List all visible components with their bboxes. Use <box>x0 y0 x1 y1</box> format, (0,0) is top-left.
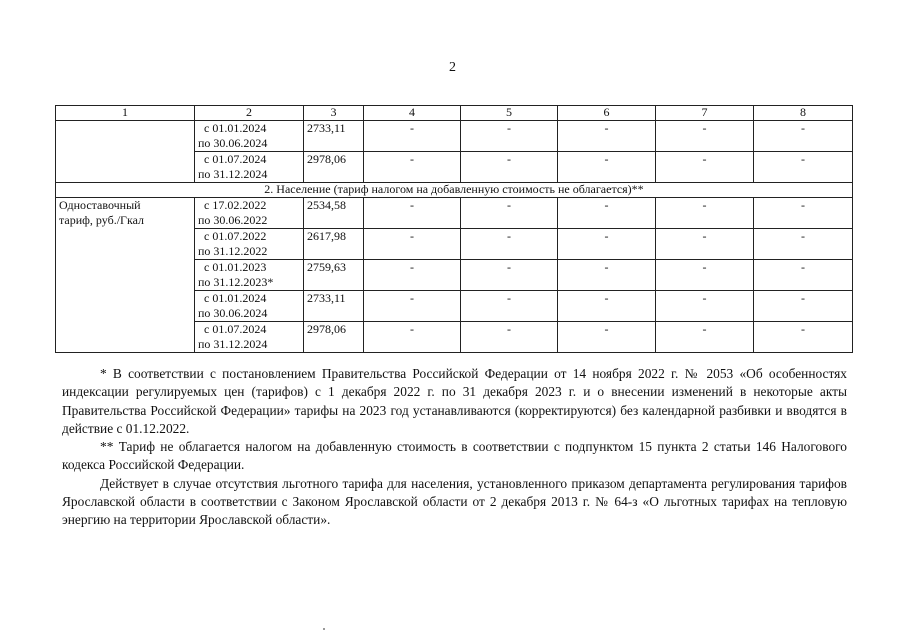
period-to: по 31.12.2024 <box>198 337 268 351</box>
tariff-table <box>55 105 853 353</box>
table-body <box>56 106 853 353</box>
dash-cell: - <box>461 152 558 183</box>
column-number: 4 <box>364 106 461 121</box>
column-number: 7 <box>656 106 754 121</box>
dash-cell: - <box>364 198 461 229</box>
period-cell <box>195 260 304 291</box>
empty-label-cell <box>56 121 195 183</box>
dash-cell: - <box>364 229 461 260</box>
dash-cell: - <box>461 121 558 152</box>
dash-cell: - <box>461 260 558 291</box>
scan-artifact <box>323 628 325 630</box>
period-cell <box>195 121 304 152</box>
period-from: с 01.07.2022 <box>204 229 267 243</box>
tariff-value: 2978,06 <box>304 152 364 183</box>
dash-cell: - <box>754 198 853 229</box>
dash-cell: - <box>754 322 853 353</box>
dash-cell: - <box>558 198 656 229</box>
tariff-value: 2617,98 <box>304 229 364 260</box>
tariff-label-cell <box>56 198 195 353</box>
footnote-double-star: ** Тариф не облагается налогом на добавленную стоимость в соответствии с подпунктом 15 пункта 2 статьи 146 Налогового кодекса Российской Федерации. <box>62 439 847 473</box>
period-from: с 01.07.2024 <box>204 152 267 166</box>
period-to: по 30.06.2024 <box>198 306 268 320</box>
period-to: по 31.12.2024 <box>198 167 268 181</box>
dash-cell: - <box>754 121 853 152</box>
period-cell <box>195 152 304 183</box>
column-number: 5 <box>461 106 558 121</box>
period-from: с 01.07.2024 <box>204 322 267 336</box>
dash-cell: - <box>558 229 656 260</box>
dash-cell: - <box>364 152 461 183</box>
dash-cell: - <box>656 198 754 229</box>
dash-cell: - <box>364 322 461 353</box>
column-number: 6 <box>558 106 656 121</box>
tariff-value: 2733,11 <box>304 121 364 152</box>
dash-cell: - <box>461 229 558 260</box>
dash-cell: - <box>364 121 461 152</box>
section-row <box>56 183 853 198</box>
dash-cell: - <box>558 322 656 353</box>
dash-cell: - <box>364 291 461 322</box>
footnotes <box>62 365 847 530</box>
tariff-value: 2759,63 <box>304 260 364 291</box>
applicability-note: Действует в случае отсутствия льготного тарифа для населения, установленного приказом департамента регулирования тарифов Ярославской области в соответствии с Законом Ярославской области от 2 декабря 2013 г. № 64-з «О льготных тарифах на тепловую энергию на территории Ярославской области». <box>62 475 847 528</box>
column-number: 1 <box>56 106 195 121</box>
period-cell <box>195 198 304 229</box>
dash-cell: - <box>461 322 558 353</box>
tariff-value: 2534,58 <box>304 198 364 229</box>
tariff-label-line: Одноставочный <box>59 198 141 212</box>
dash-cell: - <box>754 152 853 183</box>
dash-cell: - <box>558 291 656 322</box>
column-number: 8 <box>754 106 853 121</box>
dash-cell: - <box>656 260 754 291</box>
dash-cell: - <box>656 229 754 260</box>
period-from: с 01.01.2024 <box>204 121 267 135</box>
period-to: по 31.12.2022 <box>198 244 268 258</box>
dash-cell: - <box>754 260 853 291</box>
tariff-value: 2733,11 <box>304 291 364 322</box>
dash-cell: - <box>754 291 853 322</box>
table-row <box>56 198 853 229</box>
dash-cell: - <box>656 322 754 353</box>
period-to: по 31.12.2023* <box>198 275 274 289</box>
dash-cell: - <box>558 260 656 291</box>
tariff-label-line: тариф, руб./Гкал <box>59 213 145 227</box>
section-title: 2. Население (тариф налогом на добавленную стоимость не облагается)** <box>56 183 853 198</box>
dash-cell: - <box>656 121 754 152</box>
dash-cell: - <box>461 198 558 229</box>
period-to: по 30.06.2022 <box>198 213 268 227</box>
period-from: с 17.02.2022 <box>204 198 267 212</box>
period-to: по 30.06.2024 <box>198 136 268 150</box>
period-cell <box>195 291 304 322</box>
dash-cell: - <box>364 260 461 291</box>
dash-cell: - <box>461 291 558 322</box>
period-from: с 01.01.2024 <box>204 291 267 305</box>
dash-cell: - <box>754 229 853 260</box>
dash-cell: - <box>558 152 656 183</box>
tariff-value: 2978,06 <box>304 322 364 353</box>
period-cell <box>195 322 304 353</box>
dash-cell: - <box>656 152 754 183</box>
column-number: 2 <box>195 106 304 121</box>
period-from: с 01.01.2023 <box>204 260 267 274</box>
column-number-row <box>56 106 853 121</box>
table-row <box>56 121 853 152</box>
footnote-single-star: * В соответствии с постановлением Правительства Российской Федерации от 14 ноября 2022 г. № 2053 «Об особенностях индексации регулируемых цен (тарифов) с 1 декабря 2022 г. по 31 декабря 2023 г. и о внесении изменений в некоторые акты Правительства Российской Федерации» тарифы на 2023 год устанавливаются (корректируются) без календарной разбивки и вводятся в действие с 01.12.2022. <box>62 366 847 436</box>
page-number: 2 <box>449 60 456 75</box>
dash-cell: - <box>558 121 656 152</box>
column-number: 3 <box>304 106 364 121</box>
dash-cell: - <box>656 291 754 322</box>
period-cell <box>195 229 304 260</box>
